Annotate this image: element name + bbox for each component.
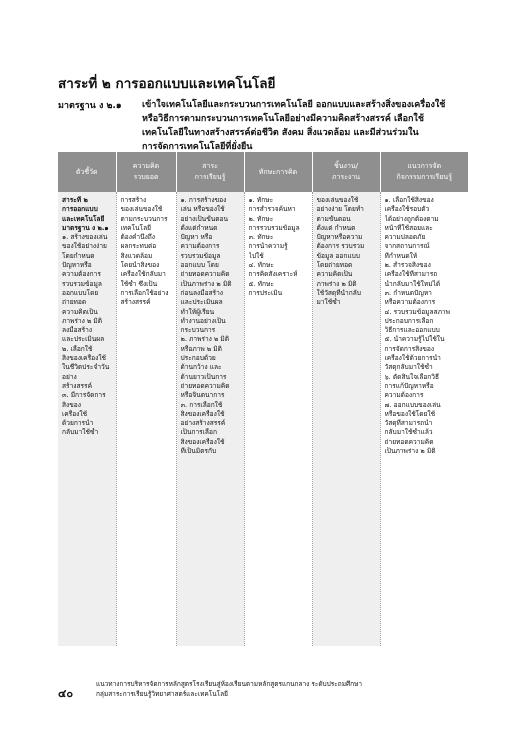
header-concept — [116, 152, 176, 192]
cell-line: สิ่งของ — [62, 400, 81, 409]
cell-line: ๑. เลือกใช้สิ่งของ — [384, 196, 434, 204]
cell-line: ๒. ภาพร่าง ๒ มิติ — [180, 335, 230, 344]
cell-line: เป็นภาพร่าง ๒ มิติ — [180, 279, 232, 288]
cell-line: ถ่ายทอดความคิด — [384, 437, 434, 446]
cell-line: ของเล่นของใช้ — [316, 196, 359, 204]
cell-line: ๑. สร้างของเล่น — [62, 233, 108, 242]
cell-line: เครื่องใช้ที่สามารถ — [384, 270, 438, 279]
cell-line: ได้อย่างถูกต้องตาม — [384, 214, 439, 223]
cell-line: ความต้องการ — [62, 270, 101, 279]
cell-line: และประเมินผล — [180, 298, 223, 307]
cell-line: ที่กำหนดให้ — [384, 251, 418, 260]
cell-line: เป็นการเลือก — [180, 428, 217, 437]
cell-line: ก่อนลงมือสร้าง — [180, 288, 224, 297]
cell-line: ต้องการ รวบรวม — [316, 242, 365, 251]
cell-line: ๑. การสร้างของ — [180, 196, 227, 204]
cell-content — [176, 192, 244, 646]
cell-line: และเทคโนโลยี — [62, 214, 105, 223]
cell-line: จากสถานการณ์ — [384, 242, 430, 251]
cell-line: การสร้าง — [120, 196, 147, 204]
page-number: ๔๐ — [58, 687, 74, 700]
curriculum-table — [58, 152, 468, 646]
cell-line: ด้วยการนำ — [62, 419, 94, 428]
cell-line: โดยนำสิ่งของ — [120, 261, 160, 270]
cell-line: การออกแบบ — [62, 205, 98, 214]
header-text-line: ตัวชี้วัด — [75, 167, 98, 176]
cell-concept — [116, 192, 176, 646]
cell-line: ใช้วัสดุที่นำกลับ — [316, 288, 361, 297]
cell-line: ความคิดเป็น — [62, 307, 98, 316]
cell-line: วัสดุที่สามารถนำ — [384, 419, 433, 428]
cell-line: ตามกระบวนการ — [120, 214, 168, 223]
cell-line: เทคโนโลยี — [120, 223, 152, 232]
header-activities — [380, 152, 468, 192]
cell-line: โดยถ่ายทอด — [316, 261, 353, 270]
cell-line: หรือของใช้โดยใช้ — [384, 409, 436, 418]
cell-line: เครื่องใช้กลับมา — [120, 270, 166, 279]
cell-line: ๓. ทักษะ — [248, 233, 274, 242]
cell-line: ต้องคำนึงถึง — [120, 233, 156, 242]
header-text-line: กิจกรรมการเรียนรู้ — [396, 173, 452, 181]
cell-line: ๒. เลือกใช้ — [62, 344, 93, 353]
cell-line: ตั้งแต่ กำหนด — [316, 223, 356, 232]
header-text-line: ความคิด — [132, 162, 160, 170]
cell-line: ถ่ายทอดความคิด — [180, 270, 230, 279]
cell-line: ความต้องการ — [180, 242, 220, 251]
cell-line: มาตรฐาน ง ๒.๑ — [62, 223, 109, 232]
cell-line: ๑. ทักษะ — [248, 196, 274, 204]
cell-line: วิธีการและออกแบบ — [384, 326, 440, 335]
table-row — [58, 192, 468, 646]
cell-line: มาใช้ซ้ำ — [316, 298, 341, 307]
footer-text — [96, 679, 362, 699]
cell-line: สาระที่ ๒ — [62, 196, 88, 204]
cell-line: สิ่งของเครื่องใช้ — [62, 354, 107, 363]
cell-line: สร้างสรรค์ — [120, 298, 151, 307]
cell-line: ผลกระทบต่อ — [120, 242, 157, 251]
cell-line: ออกแบบ โดย — [180, 261, 219, 270]
cell-line: กระบวนการ — [180, 326, 216, 335]
cell-line: ของเล่นของใช้ — [120, 205, 163, 214]
cell-indicator — [58, 192, 116, 646]
header-text-line: สาระ — [202, 162, 218, 170]
cell-line: การรวบรวมข้อมูล — [248, 223, 300, 232]
table-header-row — [58, 152, 468, 192]
cell-line: ตามขั้นตอน — [316, 214, 351, 223]
cell-line: ความต้องการ — [384, 391, 424, 400]
cell-line: ประกอบด้วย — [180, 354, 216, 363]
cell-line: ภาพร่าง ๒ มิติ — [62, 316, 103, 325]
cell-line: การจัดการสิ่งของ — [384, 344, 435, 353]
cell-line: ของใช้อย่างง่าย — [62, 242, 107, 251]
cell-line: การคิดสังเคราะห์ — [248, 270, 298, 279]
cell-line: ถ่ายทอด — [62, 298, 87, 307]
header-indicator — [58, 152, 116, 192]
cell-line: ปัญหา หรือ — [180, 233, 213, 242]
cell-line: ๓. การเลือกใช้ — [180, 400, 223, 409]
header-text-line: ชิ้นงาน/ — [333, 162, 359, 170]
strand-heading: สาระที่ ๒ การออกแบบและเทคโนโลยี — [58, 76, 276, 92]
cell-line: นำกลับมาใช้ใหม่ได้ — [384, 279, 441, 288]
cell-line: อย่างเป็นขั้นตอน — [180, 214, 228, 223]
cell-line: หรือจินตนาการ — [180, 391, 225, 400]
cell-line: ๖. ตัดสินใจเลือกวิธี — [384, 372, 440, 381]
cell-line: ใช้ซ้ำ ซึ่งเป็น — [120, 279, 158, 288]
cell-line: ออกแบบโดย — [62, 288, 99, 297]
cell-line: กลับมาใช้ซ้ำแล้ว — [384, 428, 433, 437]
cell-line: เป็นภาพร่าง ๒ มิติ — [384, 447, 436, 456]
cell-line: หน้าที่ใช้สอยและ — [384, 223, 433, 232]
cell-line: ความคิดเป็น — [316, 270, 353, 279]
header-thinking-skill — [244, 152, 312, 192]
cell-line: ความปลอดภัย — [384, 233, 426, 242]
cell-line: ประกอบการเลือก — [384, 316, 434, 325]
cell-line: ปัญหาหรือความ — [316, 233, 363, 242]
cell-line: สิ่งของเครื่องใช้ — [180, 409, 225, 418]
cell-line: การสำรวจค้นหา — [248, 205, 296, 214]
cell-line: เครื่องใช้ — [62, 409, 88, 418]
cell-line: รวบรวมข้อมูล — [180, 251, 221, 260]
cell-line: ๓. กำหนดปัญหา — [384, 288, 432, 297]
cell-line: การเลือกใช้อย่าง — [120, 288, 169, 297]
cell-workpiece — [312, 192, 380, 646]
cell-line: วัสดุกลับมาใช้ซ้ำ — [384, 363, 433, 372]
cell-line: สิ่งแวดล้อม — [120, 251, 153, 260]
cell-line: ด้านกว้าง และ — [180, 363, 222, 372]
cell-line: สร้างสรรค์ — [62, 381, 93, 390]
cell-line: ข้อมูล ออกแบบ — [316, 251, 360, 260]
cell-thinking-skill — [244, 192, 312, 646]
cell-line: ภาพร่าง ๒ มิติ — [316, 279, 357, 288]
header-content — [176, 152, 244, 192]
cell-line: ๔. ทักษะ — [248, 261, 274, 270]
cell-line: การแก้ปัญหาหรือ — [384, 381, 434, 390]
cell-line: โดยกำหนด — [62, 251, 95, 260]
cell-activities — [380, 192, 468, 646]
cell-line: อย่าง — [62, 372, 77, 381]
cell-line: ๓. มีการจัดการ — [62, 391, 106, 400]
cell-line: ทำงานอย่างเป็น — [180, 316, 226, 325]
cell-line: หรือความต้องการ — [384, 298, 436, 307]
cell-line: เครื่องใช้รอบตัว — [384, 205, 430, 214]
cell-line: การประเมิน — [248, 288, 283, 297]
cell-line: ถ่ายทอดความคิด — [180, 381, 230, 390]
cell-line: ที่เป็นมิตรกับ — [180, 447, 217, 456]
cell-line: ๕. นำความรู้ไปใช้ใน — [384, 335, 445, 344]
header-workpiece — [312, 152, 380, 192]
cell-line: หรือภาพ ๒ มิติ — [180, 344, 222, 353]
standard-line: เทคโนโลยีในทางสร้างสรรค์ต่อชีวิต สังคม สิ่งแวดล้อม และมีส่วนร่วมใน — [142, 128, 419, 138]
header-text-line: ทักษะการคิด — [258, 167, 298, 176]
cell-line: เครื่องใช้ด้วยการนำ — [384, 354, 441, 363]
header-text-line: การเรียนรู้ — [194, 173, 226, 181]
cell-line: ในชีวิตประจำวัน — [62, 363, 110, 372]
cell-line: ๔. รวบรวมข้อมูลสภาพ — [384, 307, 450, 316]
cell-line: การนำความรู้ — [248, 242, 288, 251]
cell-line: และประเมินผล — [62, 335, 105, 344]
cell-line: รวบรวมข้อมูล — [62, 279, 102, 288]
standard-line: หรือวิธีการตามกระบวนการเทคโนโลยีอย่างมีความคิดสร้างสรรค์ เลือกใช้ — [142, 114, 424, 124]
cell-line: ๒. ทักษะ — [248, 214, 274, 223]
cell-line: ลงมือสร้าง — [62, 326, 93, 335]
header-text-line: ภาระงาน — [331, 173, 361, 181]
header-text-line: รวบยอด — [133, 173, 159, 181]
standard-label: มาตรฐาน ง ๒.๑ — [58, 101, 122, 111]
cell-line: ไปใช้ — [248, 251, 264, 260]
cell-line: อย่างสร้างสรรค์ — [180, 419, 226, 428]
cell-line: อย่างง่าย โดยทำ — [316, 205, 364, 214]
cell-line: ๒. สำรวจสิ่งของ — [384, 261, 431, 270]
standard-line: การจัดการเทคโนโลยีที่ยั่งยืน — [142, 142, 253, 152]
cell-line: ๗. ออกแบบของเล่น — [384, 400, 441, 409]
cell-line: ตั้งแต่กำหนด — [180, 223, 218, 232]
cell-line: กลับมาใช้ซ้ำ — [62, 428, 99, 437]
cell-line: เล่น หรือของใช้ — [180, 205, 225, 214]
cell-line: ๕. ทักษะ — [248, 279, 274, 288]
cell-line: ปัญหาหรือ — [62, 261, 92, 270]
standard-description — [142, 98, 472, 154]
cell-line: ด้านยาวเป็นการ — [180, 372, 227, 381]
footer-line: กลุ่มสาระการเรียนรู้วิทยาศาสตร์และเทคโนโลยี — [96, 690, 228, 698]
cell-line: สิ่งของเครื่องใช้ — [180, 437, 225, 446]
footer-line: แนวทางการบริหารจัดการหลักสูตรโรงเรียนสู่ห้องเรียนตามหลักสูตรแกนกลาง ระดับประถมศึกษา — [96, 680, 362, 688]
header-text-line: แนวการจัด — [407, 162, 442, 170]
standard-line: เข้าใจเทคโนโลยีและกระบวนการเทคโนโลยี ออกแบบและสร้างสิ่งของเครื่องใช้ — [142, 100, 446, 110]
cell-line: ทำให้ผู้เรียน — [180, 307, 215, 316]
